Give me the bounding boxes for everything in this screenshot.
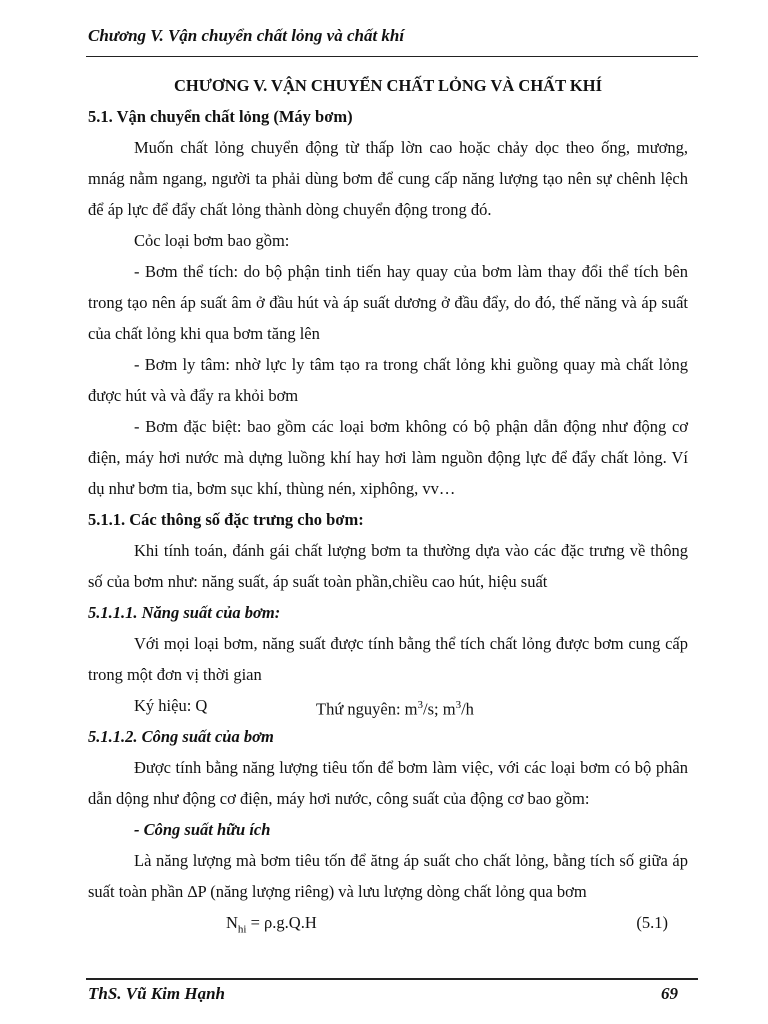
section-heading-5-1-1: 5.1.1. Các thông số đặc trưng cho bơm: [88, 510, 364, 529]
paragraph-power: Được tính bằng năng lượng tiêu tốn để bơm làm việc, với các loại bơm có bộ phân dẫn dộng như động cơ điện, máy hơi nước, công suất của động cơ bao gồm: [88, 758, 688, 808]
formula-number: (5.1) [636, 913, 668, 932]
chapter-title: CHƯƠNG V. VẬN CHUYỂN CHẤT LỎNG VÀ CHẤT KHÍ [174, 76, 602, 95]
paragraph-intro: Muốn chất lỏng chuyển động từ thấp lờn cao hoặc chảy dọc theo ống, mương, mnág nằm ngang, người ta phải dùng bơm để cung cấp năng lượng tạo nên sự chênh lệch để áp lực để đẩy chất lỏng thành dòng chuyển động trong đó. [88, 138, 688, 219]
document-body [88, 70, 688, 938]
section-heading-5-1-1-2: 5.1.1.2. Công suất của bơm [88, 727, 274, 746]
dimension-label: Thứ nguyên: $m^3/s$; $m^3/h$ [316, 699, 474, 719]
header-rule [86, 56, 698, 57]
formula-5-1 [88, 907, 688, 938]
symbol-label: Ký hiệu: Q [134, 696, 208, 715]
paragraph-pump-types: Cỏc loại bơm bao gồm: [134, 231, 290, 250]
formula: $N_{hi} = \rho.g.Q.H$ [226, 913, 317, 936]
paragraph-parameters: Khi tính toán, đánh gái chất lượng bơm ta thường dựa vào các đặc trưng về thông số của bơm như: năng suất, áp suất toàn phần,chiều cao hút, hiệu suất [88, 541, 688, 591]
paragraph-capacity: Với mọi loại bơm, năng suất được tính bằng thể tích chất lỏng được bơm cung cấp trong một đơn vị thời gian [88, 634, 688, 684]
symbol-dimension-row [88, 690, 688, 721]
footer-author: ThS. Vũ Kim Hạnh [88, 984, 226, 1003]
bullet-centrifugal: - Bơm ly tâm: nhờ lực ly tâm tạo ra trong chất lỏng khi guồng quay mà chất lỏng được hút và và đẩy ra khỏi bơm [88, 355, 688, 405]
running-header: Chương V. Vận chuyển chất lỏng và chất khí [88, 26, 405, 45]
bullet-positive-displacement: - Bơm thể tích: do bộ phận tinh tiến hay quay của bơm làm thay đổi thể tích bên trong tạo nên áp suất âm ở đầu hút và áp suất dương ở đầu đẩy, do đó, thế năng và áp suất của chất lỏng khi qua bơm tăng lên [88, 262, 688, 343]
section-heading-5-1-1-1: 5.1.1.1. Năng suất của bơm: [88, 603, 281, 622]
paragraph-useful-power: Là năng lượng mà bơm tiêu tốn để ătng áp suất cho chất lỏng, bằng tích số giữa áp suất toàn phần ∆P (năng lượng riêng) và lưu lượng dòng chất lỏng qua bơm [88, 851, 688, 901]
subheading-useful-power: - Công suất hữu ích [134, 820, 271, 839]
page-number: 69 [661, 984, 678, 1003]
footer-rule [86, 978, 698, 980]
bullet-special: - Bơm đặc biệt: bao gồm các loại bơm không có bộ phận dẫn động như động cơ điện, máy hơi nước mà dựng luồng khí hay hơi làm nguồn động lực để đẩy chất lỏng. Ví dụ như bơm tia, bơm sục khí, thùng nén, xiphông, vv… [88, 417, 688, 498]
section-heading-5-1: 5.1. Vận chuyển chất lỏng (Máy bơm) [88, 107, 353, 126]
